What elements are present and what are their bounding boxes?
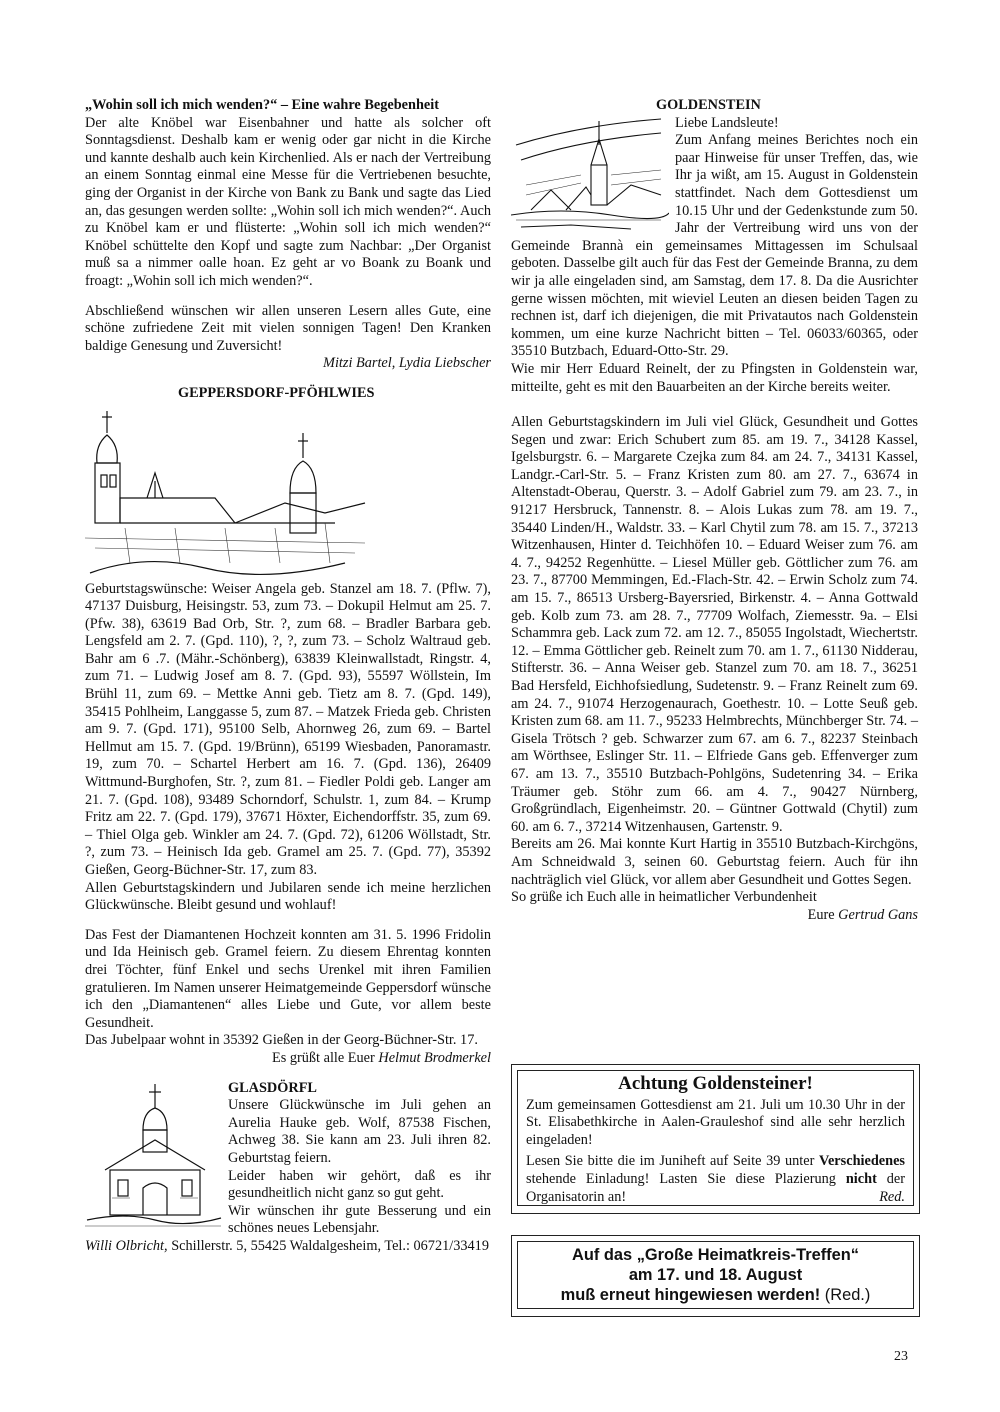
jubel-address: Das Jubelpaar wohnt in 35392 Gießen in der Georg-Büchner-Str. 17.	[85, 1032, 478, 1049]
glasdoerfl-body-3: Wir wünschen ihr gute Besserung und ein schönes neues Lebensjahr.	[228, 1202, 491, 1237]
notice-signature: Red.	[879, 1188, 905, 1205]
goldenstein-greeting: Liebe Landsleute!	[675, 114, 779, 131]
wohin-title: „Wohin soll ich mich wenden?“ – Eine wahre Begebenheit	[85, 97, 440, 113]
goldenstein-body: Zum Anfang meines Berichtes noch ein paar Hinweise für unser Treffen, das, wie Ihr ja wißt, am 15. August in Goldenstein stattfindet. Nach dem Gottesdienst um 10.15 Uhr und der Gedenkstunde zum 50. Jahr der Vertreibung wird uns von der Gemeinde Brannà ein gemeinsames Mittagessen im Schulsaal geboten. Dasselbe gilt auch für das Fest der Gemeinde Branna, zu dem wir ja alle eingeladen sind, am Samstag, dem 17. 8. Da die Ausrichter gerne wissen möchten, mit wieviel Leuten an diesen beiden Tagen zu rechnen ist, darf ich diejenigen, die mit Privatautos nach Goldenstein kommen, um eine kurze Nachricht bitten – Tel. 06033/60365, oder 35510 Butzbach, Eduard-Otto-Str. 29.	[511, 132, 918, 360]
notice-title: Achtung Goldensteiner!	[618, 1073, 813, 1094]
goldenstein-signature-prefix: Eure	[807, 906, 835, 923]
diamond-wedding: Das Fest der Diamantenen Hochzeit konnten am 31. 5. 1996 Fridolin und Ida Heinisch geb. Gramel feiern. Zu diesem Ehrentag konnten drei Töchter, fünf Enkel und sechs Urenkel mit ihren Familien gratulieren. Im Namen unserer Heimatgemeinde Geppersdorf wünsche ich den „Diamantenen“ alles Liebe und Gute, vor allem beste Gesundheit.	[85, 926, 491, 1031]
page-number: 23	[894, 1349, 908, 1364]
jubel-greeting: Es grüßt alle Euer	[271, 1049, 375, 1066]
left-column	[85, 97, 491, 1255]
glasdoerfl-body: Unsere Glückwünsche im Juli gehen an Aurelia Hauke geb. Wolf, 87538 Fischen, Achweg 38. Sie kann am 23. Juli ihren 82. Geburtstag feiern.	[228, 1097, 491, 1166]
geppersdorf-birthdays: Geburtstagswünsche: Weiser Angela geb. Stanzel am 18. 7. (Pflw. 7), 47137 Duisburg, Heisingstr. 53, zum 73. – Dokupil Helmut am 25. 7. (Pfw. 38), 63619 Bad Orb, Str. ?, zum 68. – Bradler Barbara geb. Lengsfeld am 2. 7. (Gpd. 110), ?, ?, zum 73. – Scholz Waltraud geb. Bahr am 6 .7. (Mähr.-Schönberg), 63839 Kleinwallstadt, Ringstr. 4, zum 71. – Ludwig Josef am 8. 7. (Gpd. 93), 55597 Wöllstein, Im Brühl 11, zum 69. – Mettke Anni geb. Tietz am 8. 7. (Gpd. 149), 35415 Pohlheim, Langgasse 5, zum 87. – Matzek Frieda geb. Christen am 9. 7. (Gpd. 171), 95100 Selb, Ahornweg 26, zum 69. – Bartel Hellmut am 15. 7. (Gpd. 19/Brünn), 65199 Wiesbaden, Panoramastr. 19, zum 70. – Schartel Herbert am 16. 7. (Gpd. 136), 26409 Wittmund-Burghofen, Str. ?, zum 81. – Fiedler Poldi geb. Langer am 21. 7. (Gpd. 108), 93489 Schorndorf, Schulstr. 1, zum 84. – Krump Fritz am 22. 7. (Gpd. 179), 37671 Höxter, Eichendorffstr. 35, zum 69. – Thiel Olga geb. Winkler am 24. 7. (Gpd. 72), 61206 Wöllstadt, Str. ?, zum 73. – Heinisch Ida geb. Gramel am 25. 7. (Gpd. 77), 35392 Gießen, Georg-Büchner-Str. 17, zum 83.	[85, 580, 491, 878]
town-illustration-goldenstein	[511, 115, 669, 235]
goldenstein-closing: So grüße ich Euch alle in heimatlicher Verbundenheit	[511, 889, 817, 906]
notice-text-2e: der Organisatorin an!	[526, 1170, 905, 1205]
notice-text-1: Zum gemeinsamen Gottesdienst am 21. Juli um 10.30 Uhr in der St. Elisabethkirche in Aalen-Grauleshof sind alle sehr herzlich eingeladen!	[526, 1096, 905, 1148]
closing-signature: Mitzi Bartel, Lydia Liebscher	[323, 355, 491, 372]
notice-box-achtung	[511, 1064, 920, 1214]
goldenstein-birthdays: Allen Geburtstagskindern im Juli viel Glück, Gesundheit und Gottes Segen und zwar: Erich Schubert zum 85. am 19. 7., 34128 Kassel, Igelsburgstr. 6. – Margarete Czejka zum 84. am 24. 7., 34131 Kassel, Landgr.-Carl-Str. 5. – Franz Kristen zum 80. am 27. 7., 63674 in Altenstadt-Oberau, Querstr. 3. – Adolf Gabriel zum 79. am 23. 7., in 91217 Hersbruck, Tannenstr. 8. – Alois Lukas zum 78. am 19. 7., 35440 Linden/H., Waldstr. 33. – Karl Chytil zum 78. am 15. 7., 37213 Witzenhausen, Hinter d. Teichhöfen 10. – Eduard Weiser zum 76. am 4. 7., 94252 Regenhütte. – Liesel Müller geb. Göttlicher zum 76. am 23. 7., 87700 Memmingen, Ed.-Flach-Str. 42. – Erwin Scholz zum 74. am 15. 7., 86513 Ursberg-Bayersried, Birkenstr. 4. – Anna Gottwald geb. Kolb zum 73. am 28. 7., 77709 Wolfach, Ziemesstr. 9a. – Elsi Schammra geb. Lack zum 72. am 12. 7., 85055 Ingolstadt, Wiechertstr. 12. – Emma Göttlicher geb. Reinelt zum 70. am 1. 7., 61130 Nidderau, Stifterstr. 36. – Anna Weiser geb. Stanzel zum 70. am 18. 7., 36251 Bad Hersfeld, Eichhofsiedlung, Sudetenstr. 9. – Franz Reinelt zum 69. am 24. 7., 91074 Herzogenaurach, Goethestr. 10. – Lotte Seuß geb. Kristen zum 68. am 11. 7., 95233 Helmbrechts, Münchberger Str. 74. – Gisela Trötsch ? geb. Schwarzer zum 67. am 6. 7., 82237 Steinbach am Wörthsee, Eslinger Str. 11. – Elfriede Gans geb. Effenverger zum 67. am 13. 7., 35510 Butzbach-Pohlgöns, Sudetenring 34. – Erika Träumer geb. Stöhr zum 66. am 4. 7., 90427 Nürnberg, Großgründlach, Eigenheimstr. 20. – Güntner Gottwald (Chytil) zum 60. am 6. 7., 37214 Witzenhausen, Gartenstr. 9.	[511, 414, 918, 835]
geppersdorf-wishes: Allen Geburtstagskindern und Jubilaren sende ich meine herzlichen Glückwünsche. Bleibt gesund und wohlauf!	[85, 879, 491, 914]
goldenstein-title: GOLDENSTEIN	[656, 97, 761, 113]
notice-text-2c: stehende Einladung! Lasten Sie diese Plazierung	[526, 1170, 836, 1187]
treffen-red: (Red.)	[824, 1286, 871, 1304]
glasdoerfl-address: Schillerstr. 5, 55425 Waldalgesheim, Tel.: 06721/33419	[171, 1237, 489, 1254]
treffen-line-3: muß erneut hingewiesen werden!	[560, 1286, 821, 1304]
geppersdorf-title: GEPPERSDORF-PFÖHLWIES	[178, 384, 375, 401]
church-illustration-geppersdorf	[85, 403, 370, 581]
notice-text-2a: Lesen Sie bitte die im Juniheft auf Seite 39 unter	[526, 1153, 815, 1170]
notice-text-2d: nicht	[845, 1170, 877, 1187]
chapel-illustration-glasdoerfl	[85, 1080, 222, 1228]
goldenstein-signature: Gertrud Gans	[838, 906, 918, 923]
notice-text-2b: Verschiedenes	[818, 1153, 905, 1170]
treffen-line-1: Auf das „Große Heimatkreis-Treffen“	[572, 1246, 859, 1264]
jubel-signature: Helmut Brodmerkel	[378, 1049, 491, 1066]
treffen-line-2: am 17. und 18. August	[628, 1266, 803, 1284]
glasdoerfl-title: GLASDÖRFL	[228, 1079, 317, 1096]
glasdoerfl-signature: Willi Olbricht,	[85, 1237, 168, 1254]
wohin-body: Der alte Knöbel war Eisenbahner und hatte als solcher oft Sonntagsdienst. Deshalb kam er wenig oder gar nicht in die Kirche und kannte deshalb auch kein Kirchenlied. Als er nach der Vertreibung an einem Sonntag einmal eine Messe für die Vertriebenen besuchte, ging der Organist in der Kirche von Bank zu Bank und sagte das Lied an, das gesungen werden sollte: „Wohin soll ich mich wenden?“. Auch zu Knöbel kam er und flüsterte: „Wohin soll ich mich wenden?“ Knöbel schüttelte den Kopf und sagte zum Nachbar: „Der Organist muß sa a nimmer oalle hoan. Ez geht ar vo Boank zu Boank und froagt: „Wohin soll ich mich wenden?“.	[85, 114, 491, 289]
right-column	[511, 97, 918, 924]
notice-box-treffen	[511, 1235, 920, 1317]
closing-text: Abschließend wünschen wir allen unseren Lesern alles Gute, eine schöne zufriedene Zeit mit vielen sonnigen Tagen! Den Kranken baldige Genesung und Zuversicht!	[85, 302, 491, 354]
goldenstein-hartig: Bereits am 26. Mai konnte Kurt Hartig in 35510 Butzbach-Kirchgöns, Am Schneidwald 3, seinen 60. Geburtstag feiern. Auch für ihn nachträglich viel Glück, vor allem aber Gesundheit und Gottes Segen.	[511, 836, 918, 888]
goldenstein-body-2: Wie mir Herr Eduard Reinelt, der zu Pfingsten in Goldenstein war, mitteilte, geht es mit den Bauarbeiten an der Kirche bereits weiter.	[511, 360, 918, 395]
glasdoerfl-body-2: Leider haben wir gehört, daß es ihr gesundheitlich nicht ganz so gut geht.	[228, 1167, 491, 1202]
